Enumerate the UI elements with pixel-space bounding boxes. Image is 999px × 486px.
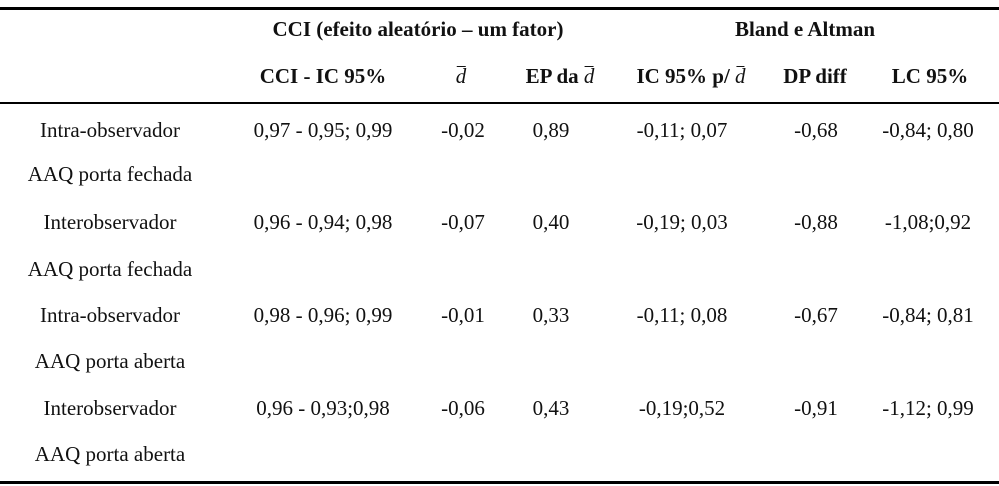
- cell-cci: 0,96 - 0,94; 0,98: [253, 210, 393, 234]
- row-label-line2: AAQ porta fechada: [27, 162, 193, 186]
- ep-prefix: EP da: [525, 64, 579, 88]
- cell-dp: -0,67: [794, 303, 838, 327]
- cell-ep: 0,89: [532, 118, 570, 142]
- cell-d: -0,07: [441, 210, 485, 234]
- col-header-ic-d: [636, 63, 745, 89]
- cell-ic: -0,19;0,52: [638, 396, 726, 420]
- cell-d: -0,01: [441, 303, 485, 327]
- cell-ep: 0,43: [532, 396, 570, 420]
- cell-ic: -0,19; 0,03: [636, 210, 728, 234]
- col-header-dp-diff: DP diff: [783, 64, 847, 88]
- table-bottom-rule: [0, 481, 999, 484]
- cell-cci: 0,98 - 0,96; 0,99: [253, 303, 393, 327]
- cell-lc: -1,12; 0,99: [882, 396, 974, 420]
- row-label-line2: AAQ porta fechada: [27, 257, 193, 281]
- cell-dp: -0,68: [794, 118, 838, 142]
- header-bottom-rule: [0, 102, 999, 104]
- cell-cci: 0,96 - 0,93;0,98: [256, 396, 390, 420]
- d-bar-symbol: d: [583, 64, 595, 88]
- cell-d: -0,02: [441, 118, 485, 142]
- cell-lc: -0,84; 0,80: [882, 118, 974, 142]
- cell-ep: 0,40: [532, 210, 570, 234]
- row-label-line2: AAQ porta aberta: [34, 349, 186, 373]
- cell-ep: 0,33: [532, 303, 570, 327]
- cell-lc: -1,08;0,92: [884, 210, 972, 234]
- col-header-ep-d: [526, 63, 595, 89]
- col-header-d-mean: [456, 63, 467, 89]
- cell-cci: 0,97 - 0,95; 0,99: [253, 118, 393, 142]
- cell-dp: -0,91: [794, 396, 838, 420]
- col-header-lc95: LC 95%: [891, 64, 969, 88]
- cell-ic: -0,11; 0,07: [636, 118, 728, 142]
- col-header-cci-ic: CCI - IC 95%: [259, 64, 387, 88]
- cell-ic: -0,11; 0,08: [636, 303, 728, 327]
- d-bar-symbol: d: [735, 64, 746, 88]
- cell-lc: -0,84; 0,81: [882, 303, 974, 327]
- d-bar-symbol: d: [455, 64, 467, 88]
- table-top-rule: [0, 7, 999, 10]
- cell-dp: -0,88: [794, 210, 838, 234]
- cell-d: -0,06: [441, 396, 485, 420]
- row-label-line1: Intra-observador: [40, 303, 180, 327]
- row-label-line1: Interobservador: [43, 210, 177, 234]
- group-header-bland-altman: Bland e Altman: [734, 17, 876, 41]
- row-label-line1: Intra-observador: [40, 118, 180, 142]
- row-label-line1: Interobservador: [43, 396, 177, 420]
- row-label-line2: AAQ porta aberta: [34, 442, 186, 466]
- group-header-cci: CCI (efeito aleatório – um fator): [272, 17, 564, 41]
- ic-prefix: IC 95% p/: [636, 64, 730, 88]
